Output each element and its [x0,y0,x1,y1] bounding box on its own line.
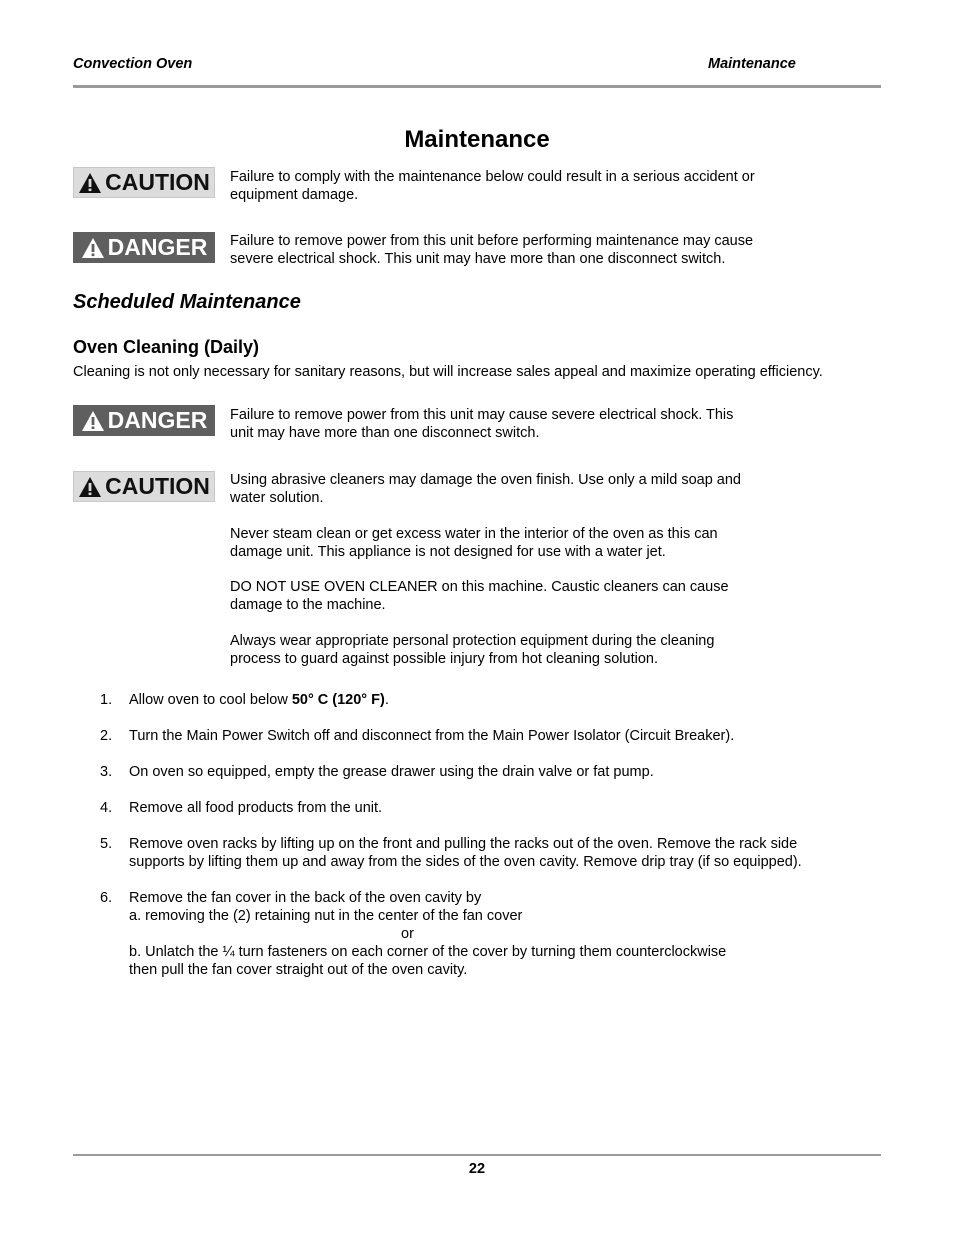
danger-badge [73,405,215,436]
subsection-heading: Oven Cleaning (Daily) [73,337,260,357]
header-rule [73,85,881,88]
warning-text-2: Failure to remove power from this unit before performing maintenance may cause severe electrical shock. This unit may have more than one disconnect switch. [230,233,754,267]
warning-triangle-icon [81,237,105,259]
temperature-value: 50° C (120° F) [291,692,385,708]
header-section-title: Maintenance [708,56,796,72]
caution-badge [73,471,215,502]
page-title: Maintenance [404,126,550,153]
warning-text-3: Failure to remove power from this unit may cause severe electrical shock. This unit may have more than one disconnect switch. [230,407,734,441]
footer-rule [73,1154,881,1156]
danger-badge [73,232,215,263]
warning-text-4c: DO NOT USE OVEN CLEANER on this machine. Caustic cleaners can cause damage to the machine. [230,579,729,613]
danger-badge-label: DANGER [107,234,208,260]
warning-text-4a: Using abrasive cleaners may damage the oven finish. Use only a mild soap and water solution. [230,472,741,506]
caution-badge-label: CAUTION [105,169,210,195]
header-document-title: Convection Oven [73,56,193,72]
warning-triangle-icon [78,172,102,194]
warning-text-1: Failure to comply with the maintenance below could result in a serious accident or equipment damage. [230,169,755,203]
warning-text-4b: Never steam clean or get excess water in the interior of the oven as this can damage unit. This appliance is not designed for use with a water jet. [230,526,718,560]
danger-badge-label: DANGER [107,407,208,433]
caution-badge-label: CAUTION [105,473,210,499]
warning-text-4d: Always wear appropriate personal protection equipment during the cleaning process to guard against possible injury from hot cleaning solution. [230,633,715,667]
or-separator: or [401,926,414,942]
warning-triangle-icon [81,410,105,432]
section-heading: Scheduled Maintenance [73,291,301,313]
page-number: 22 [468,1161,486,1177]
caution-badge [73,167,215,198]
intro-paragraph: Cleaning is not only necessary for sanitary reasons, but will increase sales appeal and maximize operating efficiency. [73,364,823,380]
warning-triangle-icon [78,476,102,498]
